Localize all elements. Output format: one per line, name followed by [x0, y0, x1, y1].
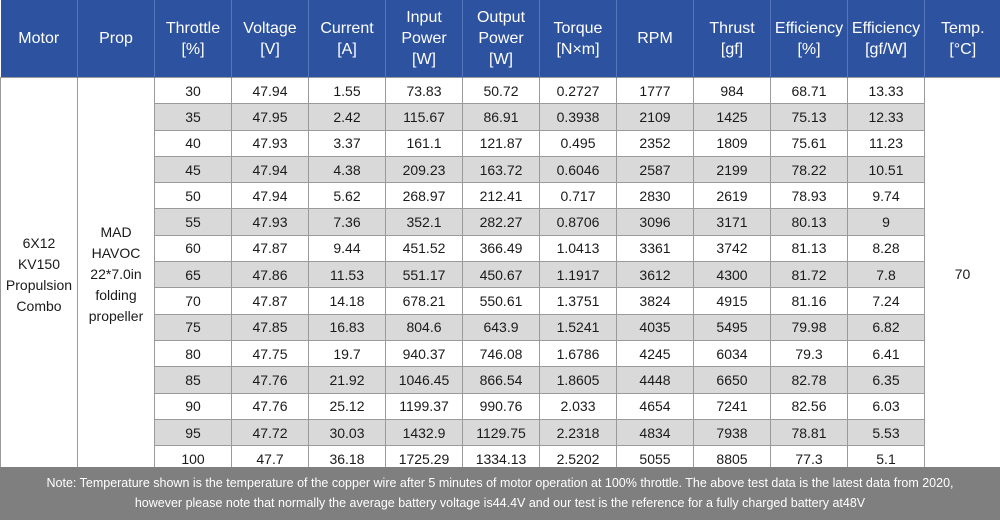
cell-input-power: 1199.37 — [386, 393, 463, 419]
header-label-line: Current — [320, 19, 374, 37]
cell-output-power: 1129.75 — [463, 419, 540, 445]
cell-thrust: 3171 — [694, 209, 771, 235]
cell-voltage: 47.95 — [232, 104, 309, 130]
cell-voltage: 47.87 — [232, 235, 309, 261]
header-label-line: Input — [406, 9, 442, 26]
cell-efficiency-pct: 75.61 — [771, 130, 848, 156]
cell-input-power: 551.17 — [386, 262, 463, 288]
table-row — [1, 78, 1000, 104]
header-label-line: [°C] — [949, 40, 977, 58]
header-label-line: [W] — [412, 51, 436, 68]
cell-thrust: 984 — [694, 78, 771, 104]
cell-current: 30.03 — [309, 419, 386, 445]
cell-throttle: 40 — [155, 130, 232, 156]
cell-rpm: 3824 — [617, 288, 694, 314]
cell-output-power: 212.41 — [463, 183, 540, 209]
header-label-line: [%] — [181, 40, 205, 58]
footnote — [0, 467, 1000, 520]
header-output-power — [463, 0, 540, 78]
cell-throttle: 45 — [155, 156, 232, 182]
cell-torque: 1.0413 — [540, 235, 617, 261]
cell-current: 1.55 — [309, 78, 386, 104]
cell-current: 5.62 — [309, 183, 386, 209]
cell-throttle: 65 — [155, 262, 232, 288]
cell-throttle: 75 — [155, 314, 232, 340]
cell-efficiency-gfw: 5.53 — [848, 419, 925, 445]
cell-efficiency-gfw: 10.51 — [848, 156, 925, 182]
header-label-line: Output — [476, 9, 526, 26]
cell-voltage: 47.93 — [232, 130, 309, 156]
cell-rpm: 4448 — [617, 367, 694, 393]
cell-voltage: 47.72 — [232, 419, 309, 445]
header-label-line: Throttle — [165, 19, 221, 37]
cell-current: 4.38 — [309, 156, 386, 182]
cell-input-power: 940.37 — [386, 340, 463, 366]
cell-output-power: 163.72 — [463, 156, 540, 182]
cell-efficiency-gfw: 13.33 — [848, 78, 925, 104]
cell-current: 9.44 — [309, 235, 386, 261]
temperature-cell: 70 — [925, 78, 1000, 472]
cell-current: 11.53 — [309, 262, 386, 288]
cell-voltage: 47.94 — [232, 78, 309, 104]
cell-thrust: 3742 — [694, 235, 771, 261]
cell-rpm: 2830 — [617, 183, 694, 209]
cell-efficiency-gfw: 9.74 — [848, 183, 925, 209]
header-torque — [540, 0, 617, 78]
cell-efficiency-gfw: 9 — [848, 209, 925, 235]
prop-label-line: propeller — [88, 308, 144, 325]
cell-rpm: 3096 — [617, 209, 694, 235]
cell-throttle: 60 — [155, 235, 232, 261]
cell-torque: 0.2727 — [540, 78, 617, 104]
cell-efficiency-pct: 79.98 — [771, 314, 848, 340]
cell-torque: 1.3751 — [540, 288, 617, 314]
cell-thrust: 6650 — [694, 367, 771, 393]
cell-rpm: 2352 — [617, 130, 694, 156]
cell-input-power: 1432.9 — [386, 419, 463, 445]
cell-rpm: 4654 — [617, 393, 694, 419]
cell-efficiency-pct: 78.22 — [771, 156, 848, 182]
header-rpm — [617, 0, 694, 78]
cell-thrust: 5495 — [694, 314, 771, 340]
cell-thrust: 6034 — [694, 340, 771, 366]
cell-efficiency-gfw: 7.24 — [848, 288, 925, 314]
cell-thrust: 7241 — [694, 393, 771, 419]
prop-label-line: 22*7.0in — [90, 266, 142, 283]
cell-efficiency-pct: 75.13 — [771, 104, 848, 130]
cell-current: 19.7 — [309, 340, 386, 366]
cell-input-power: 73.83 — [386, 78, 463, 104]
cell-throttle: 90 — [155, 393, 232, 419]
cell-throttle: 80 — [155, 340, 232, 366]
cell-torque: 0.495 — [540, 130, 617, 156]
cell-voltage: 47.75 — [232, 340, 309, 366]
cell-throttle: 95 — [155, 419, 232, 445]
cell-voltage: 47.7 — [232, 446, 309, 472]
cell-torque: 2.5202 — [540, 446, 617, 472]
cell-input-power: 1725.29 — [386, 446, 463, 472]
cell-output-power: 866.54 — [463, 367, 540, 393]
footnote-line: Note: Temperature shown is the temperature of the copper wire after 5 minutes of motor operation at 100% throttle. The above test data is the latest data from 2020, — [46, 476, 954, 490]
cell-rpm: 4245 — [617, 340, 694, 366]
cell-voltage: 47.93 — [232, 209, 309, 235]
cell-input-power: 352.1 — [386, 209, 463, 235]
cell-throttle: 85 — [155, 367, 232, 393]
cell-efficiency-gfw: 6.03 — [848, 393, 925, 419]
cell-input-power: 268.97 — [386, 183, 463, 209]
cell-efficiency-gfw: 8.28 — [848, 235, 925, 261]
cell-throttle: 100 — [155, 446, 232, 472]
motor-label-line: Combo — [16, 297, 62, 314]
header-label-line: [%] — [797, 40, 821, 58]
cell-input-power: 678.21 — [386, 288, 463, 314]
cell-torque: 0.3938 — [540, 104, 617, 130]
header-label-line: [A] — [337, 40, 357, 58]
cell-input-power: 804.6 — [386, 314, 463, 340]
cell-rpm: 3361 — [617, 235, 694, 261]
header-voltage — [232, 0, 309, 78]
prop-label-line: HAVOC — [91, 245, 141, 262]
cell-torque: 0.8706 — [540, 209, 617, 235]
cell-thrust: 4915 — [694, 288, 771, 314]
cell-rpm: 5055 — [617, 446, 694, 472]
header-label-line: [N×m] — [556, 40, 600, 58]
cell-efficiency-gfw: 11.23 — [848, 130, 925, 156]
cell-input-power: 161.1 — [386, 130, 463, 156]
header-label-line: [gf/W] — [865, 40, 907, 58]
cell-thrust: 7938 — [694, 419, 771, 445]
header-label-line: Power — [478, 30, 524, 47]
cell-output-power: 1334.13 — [463, 446, 540, 472]
cell-throttle: 55 — [155, 209, 232, 235]
header-thrust — [694, 0, 771, 78]
prop-label-line: MAD — [100, 224, 132, 241]
cell-thrust: 2199 — [694, 156, 771, 182]
cell-input-power: 451.52 — [386, 235, 463, 261]
cell-voltage: 47.76 — [232, 367, 309, 393]
cell-thrust: 1809 — [694, 130, 771, 156]
cell-rpm: 2587 — [617, 156, 694, 182]
header-label-line: Power — [401, 30, 447, 47]
cell-current: 3.37 — [309, 130, 386, 156]
header-current — [309, 0, 386, 78]
header-row — [1, 0, 1000, 78]
cell-voltage: 47.76 — [232, 393, 309, 419]
cell-efficiency-pct: 80.13 — [771, 209, 848, 235]
cell-output-power: 121.87 — [463, 130, 540, 156]
cell-output-power: 366.49 — [463, 235, 540, 261]
cell-current: 2.42 — [309, 104, 386, 130]
header-temp — [925, 0, 1000, 78]
table-body — [1, 78, 1000, 472]
cell-input-power: 209.23 — [386, 156, 463, 182]
cell-torque: 2.2318 — [540, 419, 617, 445]
prop-label-line: folding — [95, 287, 137, 304]
header-efficiency-gfw — [848, 0, 925, 78]
cell-efficiency-gfw: 6.41 — [848, 340, 925, 366]
cell-thrust: 8805 — [694, 446, 771, 472]
cell-rpm: 4834 — [617, 419, 694, 445]
cell-efficiency-pct: 81.16 — [771, 288, 848, 314]
header-prop — [78, 0, 155, 78]
cell-output-power: 746.08 — [463, 340, 540, 366]
cell-efficiency-gfw: 5.1 — [848, 446, 925, 472]
cell-thrust: 2619 — [694, 183, 771, 209]
header-label-line: RPM — [637, 30, 673, 47]
cell-output-power: 86.91 — [463, 104, 540, 130]
cell-efficiency-pct: 81.13 — [771, 235, 848, 261]
header-label-line: Voltage — [243, 19, 297, 37]
cell-voltage: 47.94 — [232, 183, 309, 209]
motor-label-line: 6X12 — [22, 234, 56, 251]
header-label-line: Temp. — [940, 19, 985, 37]
cell-rpm: 2109 — [617, 104, 694, 130]
cell-voltage: 47.87 — [232, 288, 309, 314]
cell-torque: 0.6046 — [540, 156, 617, 182]
cell-output-power: 990.76 — [463, 393, 540, 419]
cell-output-power: 50.72 — [463, 78, 540, 104]
header-label-line: Efficiency — [774, 19, 844, 37]
cell-current: 25.12 — [309, 393, 386, 419]
cell-rpm: 1777 — [617, 78, 694, 104]
cell-efficiency-pct: 82.78 — [771, 367, 848, 393]
cell-thrust: 1425 — [694, 104, 771, 130]
cell-torque: 1.5241 — [540, 314, 617, 340]
cell-efficiency-pct: 79.3 — [771, 340, 848, 366]
cell-efficiency-pct: 78.93 — [771, 183, 848, 209]
cell-input-power: 115.67 — [386, 104, 463, 130]
cell-current: 16.83 — [309, 314, 386, 340]
header-label-line: Prop — [99, 30, 133, 47]
cell-torque: 0.717 — [540, 183, 617, 209]
header-label-line: [V] — [260, 40, 280, 58]
cell-current: 36.18 — [309, 446, 386, 472]
cell-throttle: 35 — [155, 104, 232, 130]
cell-voltage: 47.86 — [232, 262, 309, 288]
cell-efficiency-gfw: 6.35 — [848, 367, 925, 393]
header-label-line: Thrust — [709, 19, 755, 37]
cell-rpm: 3612 — [617, 262, 694, 288]
motor-cell — [1, 78, 78, 472]
cell-rpm: 4035 — [617, 314, 694, 340]
cell-torque: 1.6786 — [540, 340, 617, 366]
cell-torque: 1.8605 — [540, 367, 617, 393]
header-label-line: Efficiency — [851, 19, 921, 37]
cell-efficiency-pct: 81.72 — [771, 262, 848, 288]
motor-label-line: KV150 — [17, 255, 61, 272]
header-label-line: [gf] — [720, 40, 744, 58]
header-efficiency-pct — [771, 0, 848, 78]
header-label-line: Torque — [553, 19, 603, 37]
cell-torque: 2.033 — [540, 393, 617, 419]
cell-current: 21.92 — [309, 367, 386, 393]
cell-throttle: 30 — [155, 78, 232, 104]
cell-voltage: 47.85 — [232, 314, 309, 340]
cell-efficiency-gfw: 7.8 — [848, 262, 925, 288]
footnote-line: however please note that normally the average battery voltage is44.4V and our test is the reference for a fully charged battery at48V — [134, 496, 866, 510]
cell-output-power: 643.9 — [463, 314, 540, 340]
cell-efficiency-pct: 68.71 — [771, 78, 848, 104]
cell-output-power: 550.61 — [463, 288, 540, 314]
cell-throttle: 50 — [155, 183, 232, 209]
cell-output-power: 282.27 — [463, 209, 540, 235]
cell-input-power: 1046.45 — [386, 367, 463, 393]
cell-efficiency-gfw: 6.82 — [848, 314, 925, 340]
motor-label-line: Propulsion — [5, 276, 73, 293]
cell-efficiency-gfw: 12.33 — [848, 104, 925, 130]
cell-current: 14.18 — [309, 288, 386, 314]
table-header — [1, 0, 1000, 78]
cell-output-power: 450.67 — [463, 262, 540, 288]
cell-voltage: 47.94 — [232, 156, 309, 182]
cell-efficiency-pct: 77.3 — [771, 446, 848, 472]
header-motor — [1, 0, 78, 78]
cell-efficiency-pct: 78.81 — [771, 419, 848, 445]
header-label-line: [W] — [489, 51, 513, 68]
cell-throttle: 70 — [155, 288, 232, 314]
header-input-power — [386, 0, 463, 78]
cell-current: 7.36 — [309, 209, 386, 235]
header-label-line: Motor — [18, 30, 60, 47]
prop-cell — [78, 78, 155, 472]
cell-thrust: 4300 — [694, 262, 771, 288]
header-throttle — [155, 0, 232, 78]
cell-torque: 1.1917 — [540, 262, 617, 288]
cell-efficiency-pct: 82.56 — [771, 393, 848, 419]
